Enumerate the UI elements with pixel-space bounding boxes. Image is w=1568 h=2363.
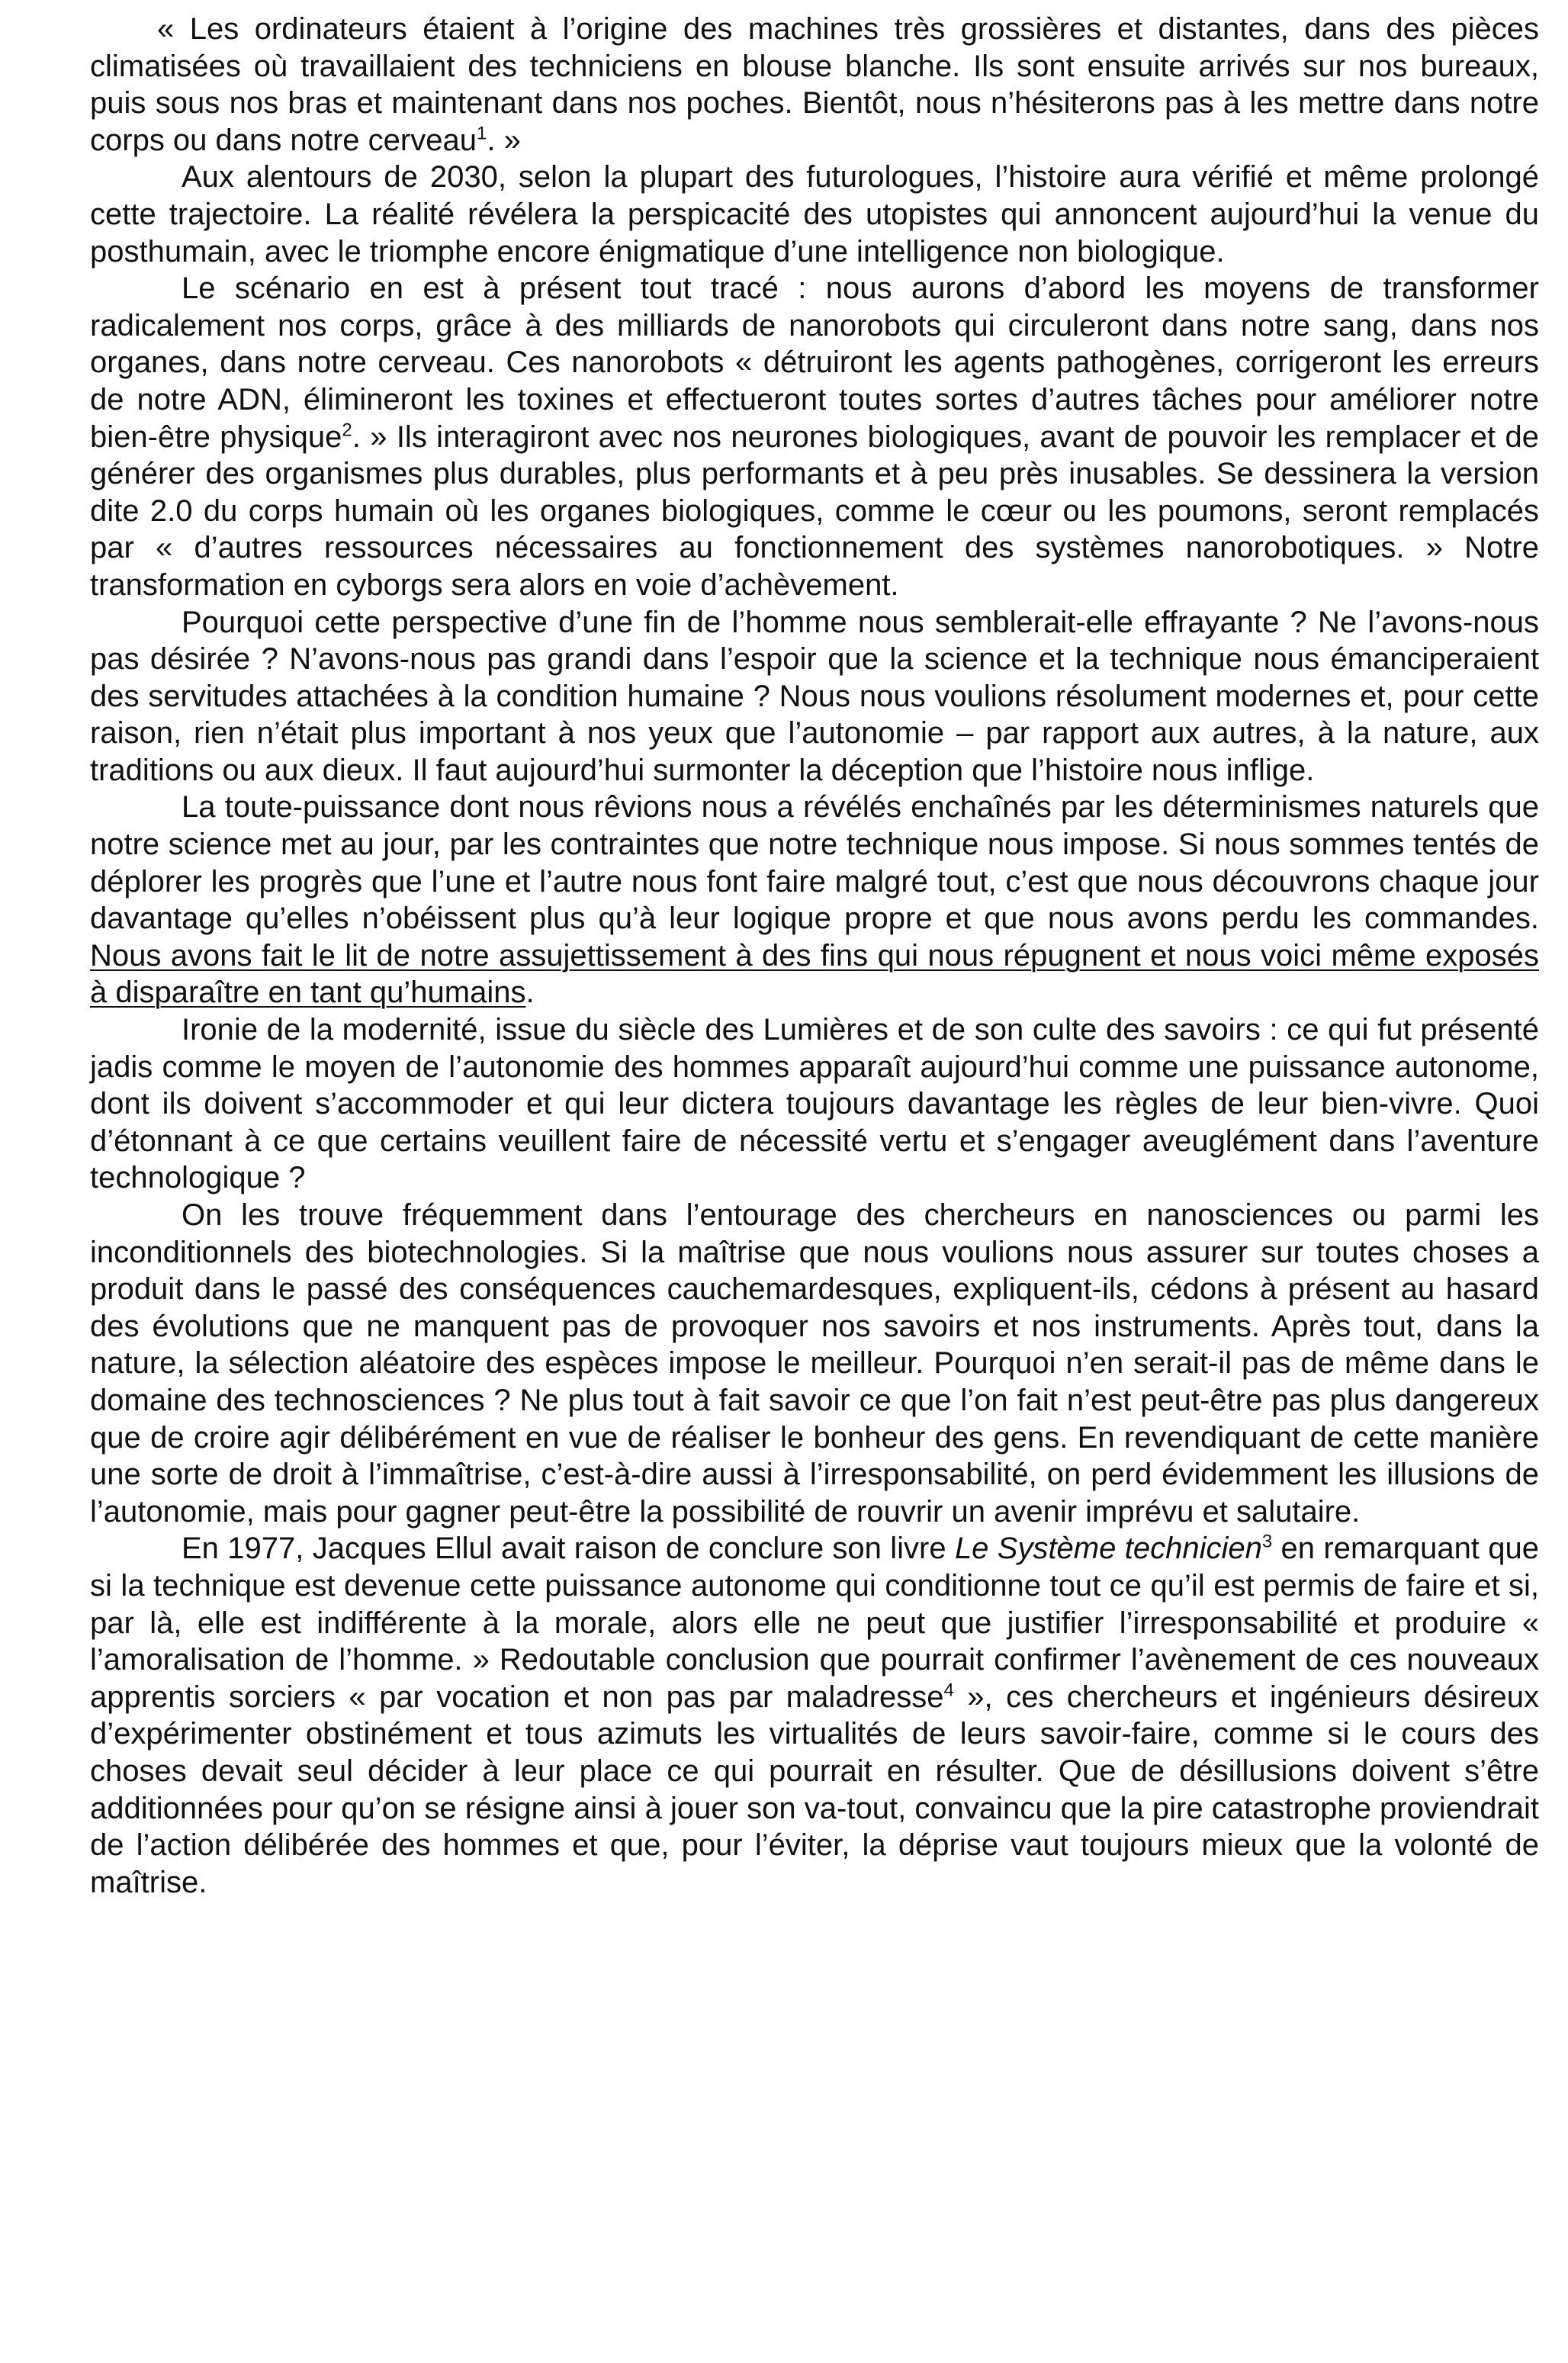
text-run: .	[525, 976, 535, 1010]
text-run: », ces chercheurs et ingénieurs désireux d’expérimenter obstinément et tous azimuts les virtualités de leurs savoir-faire, comme si le cours des choses devait seul décider à leur place ce qui pourrait en résulter. Que de désillusions doivent s’être additionnées pour qu’on se résigne ainsi à jouer son va-tout, convaincu que la pire catastrophe proviendrait de l’action délibérée des hommes et que, pour l’éviter, la déprise vaut toujours mieux que la volonté de maîtrise.	[90, 1680, 1539, 1899]
paragraph	[90, 604, 1539, 789]
document-page	[90, 11, 1539, 1901]
text-run: Ironie de la modernité, issue du siècle des Lumières et de son culte des savoirs : ce qui fut présenté jadis comme le moyen de l’autonomie des hommes apparaît aujourd’hui comme une puissance autonome, dont ils doivent s’accommoder et qui leur dictera toujours davantage les règles de leur bien-vivre. Quoi d’étonnant à ce que certains veuillent faire de nécessité vertu et s’engager aveuglément dans l’aventure technologique ?	[90, 1013, 1539, 1195]
paragraph	[90, 789, 1539, 1011]
text-run: « Les ordinateurs étaient à l’origine des machines très grossières et distantes, dans des pièces climatisées où travaillaient des techniciens en blouse blanche. Ils sont ensuite arrivés sur nos bureaux, puis sous nos bras et maintenant dans nos poches. Bientôt, nous n’hésiterons pas à les mettre dans notre corps ou dans notre cerveau	[90, 12, 1539, 157]
paragraph	[90, 1011, 1539, 1197]
text-run: . »	[487, 123, 521, 157]
text-run: Le scénario en est à présent tout tracé : nous aurons d’abord les moyens de transformer radicalement nos corps, grâce à des milliards de nanorobots qui circuleront dans notre sang, dans nos organes, dans notre cerveau. Ces nanorobots « détruiront les agents pathogènes, corrigeront les erreurs de notre ADN, élimineront les toxines et effectueront toutes sortes d’autres tâches pour améliorer notre bien-être physique	[90, 272, 1539, 454]
text-run: On les trouve fréquemment dans l’entourage des chercheurs en nanosciences ou parmi les inconditionnels des biotechnologies. Si la maîtrise que nous voulions nous assurer sur toutes choses a produit dans le passé des conséquences cauchemardesques, expliquent-ils, cédons à présent au hasard des évolutions que ne manquent pas de provoquer nos savoirs et nos instruments. Après tout, dans la nature, la sélection aléatoire des espèces impose le meilleur. Pourquoi n’en serait-il pas de même dans le domaine des technosciences ? Ne plus tout à fait savoir ce que l’on fait n’est peut-être pas plus dangereux que de croire agir délibérément en vue de réaliser le bonheur des gens. En revendiquant de cette manière une sorte de droit à l’immaîtrise, c’est-à-dire aussi à l’irresponsabilité, on perd évidemment les illusions de l’autonomie, mais pour gagner peut-être la possibilité de rouvrir un avenir imprévu et salutaire.	[90, 1198, 1539, 1529]
text-run: Aux alentours de 2030, selon la plupart des futurologues, l’histoire aura vérifié et même prolongé cette trajectoire. La réalité révélera la perspicacité des utopistes qui annoncent aujourd’hui la venue du posthumain, avec le triomphe encore énigmatique d’une intelligence non biologique.	[90, 160, 1539, 268]
underlined-sentence: Nous avons fait le lit de notre assujettissement à des fins qui nous répugnent et nous voici même exposés à disparaître en tant qu’humains	[90, 938, 1539, 1010]
paragraph	[90, 159, 1539, 270]
text-run: en remarquant que si la technique est devenue cette puissance autonome qui conditionne tout ce qu’il est permis de faire et si, par là, elle est indifférente à la morale, alors elle ne peut que justifier l’irresponsabilité et produire « l’amoralisation de l’homme. » Redoutable conclusion que pourrait confirmer l’avènement de ces nouveaux apprentis sorciers « par vocation et non pas par maladresse	[90, 1532, 1539, 1714]
text-run: Pourquoi cette perspective d’une fin de l’homme nous semblerait-elle effrayante ? Ne l’avons-nous pas désirée ? N’avons-nous pas grandi dans l’espoir que la science et la technique nous émanciperaient des servitudes attachées à la condition humaine ? Nous nous voulions résolument modernes et, pour cette raison, rien n’était plus important à nos yeux que l’autonomie – par rapport aux autres, à la nature, aux traditions ou aux dieux. Il faut aujourd’hui surmonter la déception que l’histoire nous inflige.	[90, 605, 1539, 787]
paragraph	[90, 1530, 1539, 1901]
book-title: Le Système technicien	[954, 1532, 1262, 1566]
paragraph	[90, 11, 1539, 159]
footnote-ref-2: 2	[342, 420, 352, 441]
text-run: . » Ils interagiront avec nos neurones biologiques, avant de pouvoir les remplacer et de générer des organismes plus durables, plus performants et à peu près inusables. Se dessinera la version dite 2.0 du corps humain où les organes biologiques, comme le cœur ou les poumons, seront remplacés par « d’autres ressources nécessaires au fonctionnement des systèmes nanorobotiques. » Notre transformation en cyborgs sera alors en voie d’achèvement.	[90, 420, 1539, 602]
text-run: La toute-puissance dont nous rêvions nous a révélés enchaînés par les déterminismes naturels que notre science met au jour, par les contraintes que notre technique nous impose. Si nous sommes tentés de déplorer les progrès que l’une et l’autre nous font faire malgré tout, c’est que nous découvrons chaque jour davantage qu’elles n’obéissent plus qu’à leur logique propre et que nous avons perdu les commandes.	[90, 790, 1539, 936]
footnote-ref-4: 4	[943, 1680, 954, 1701]
paragraph	[90, 270, 1539, 603]
footnote-ref-3: 3	[1261, 1532, 1273, 1553]
paragraph	[90, 1197, 1539, 1530]
text-run: En 1977, Jacques Ellul avait raison de conclure son livre	[182, 1532, 955, 1566]
footnote-ref-1: 1	[476, 123, 487, 144]
